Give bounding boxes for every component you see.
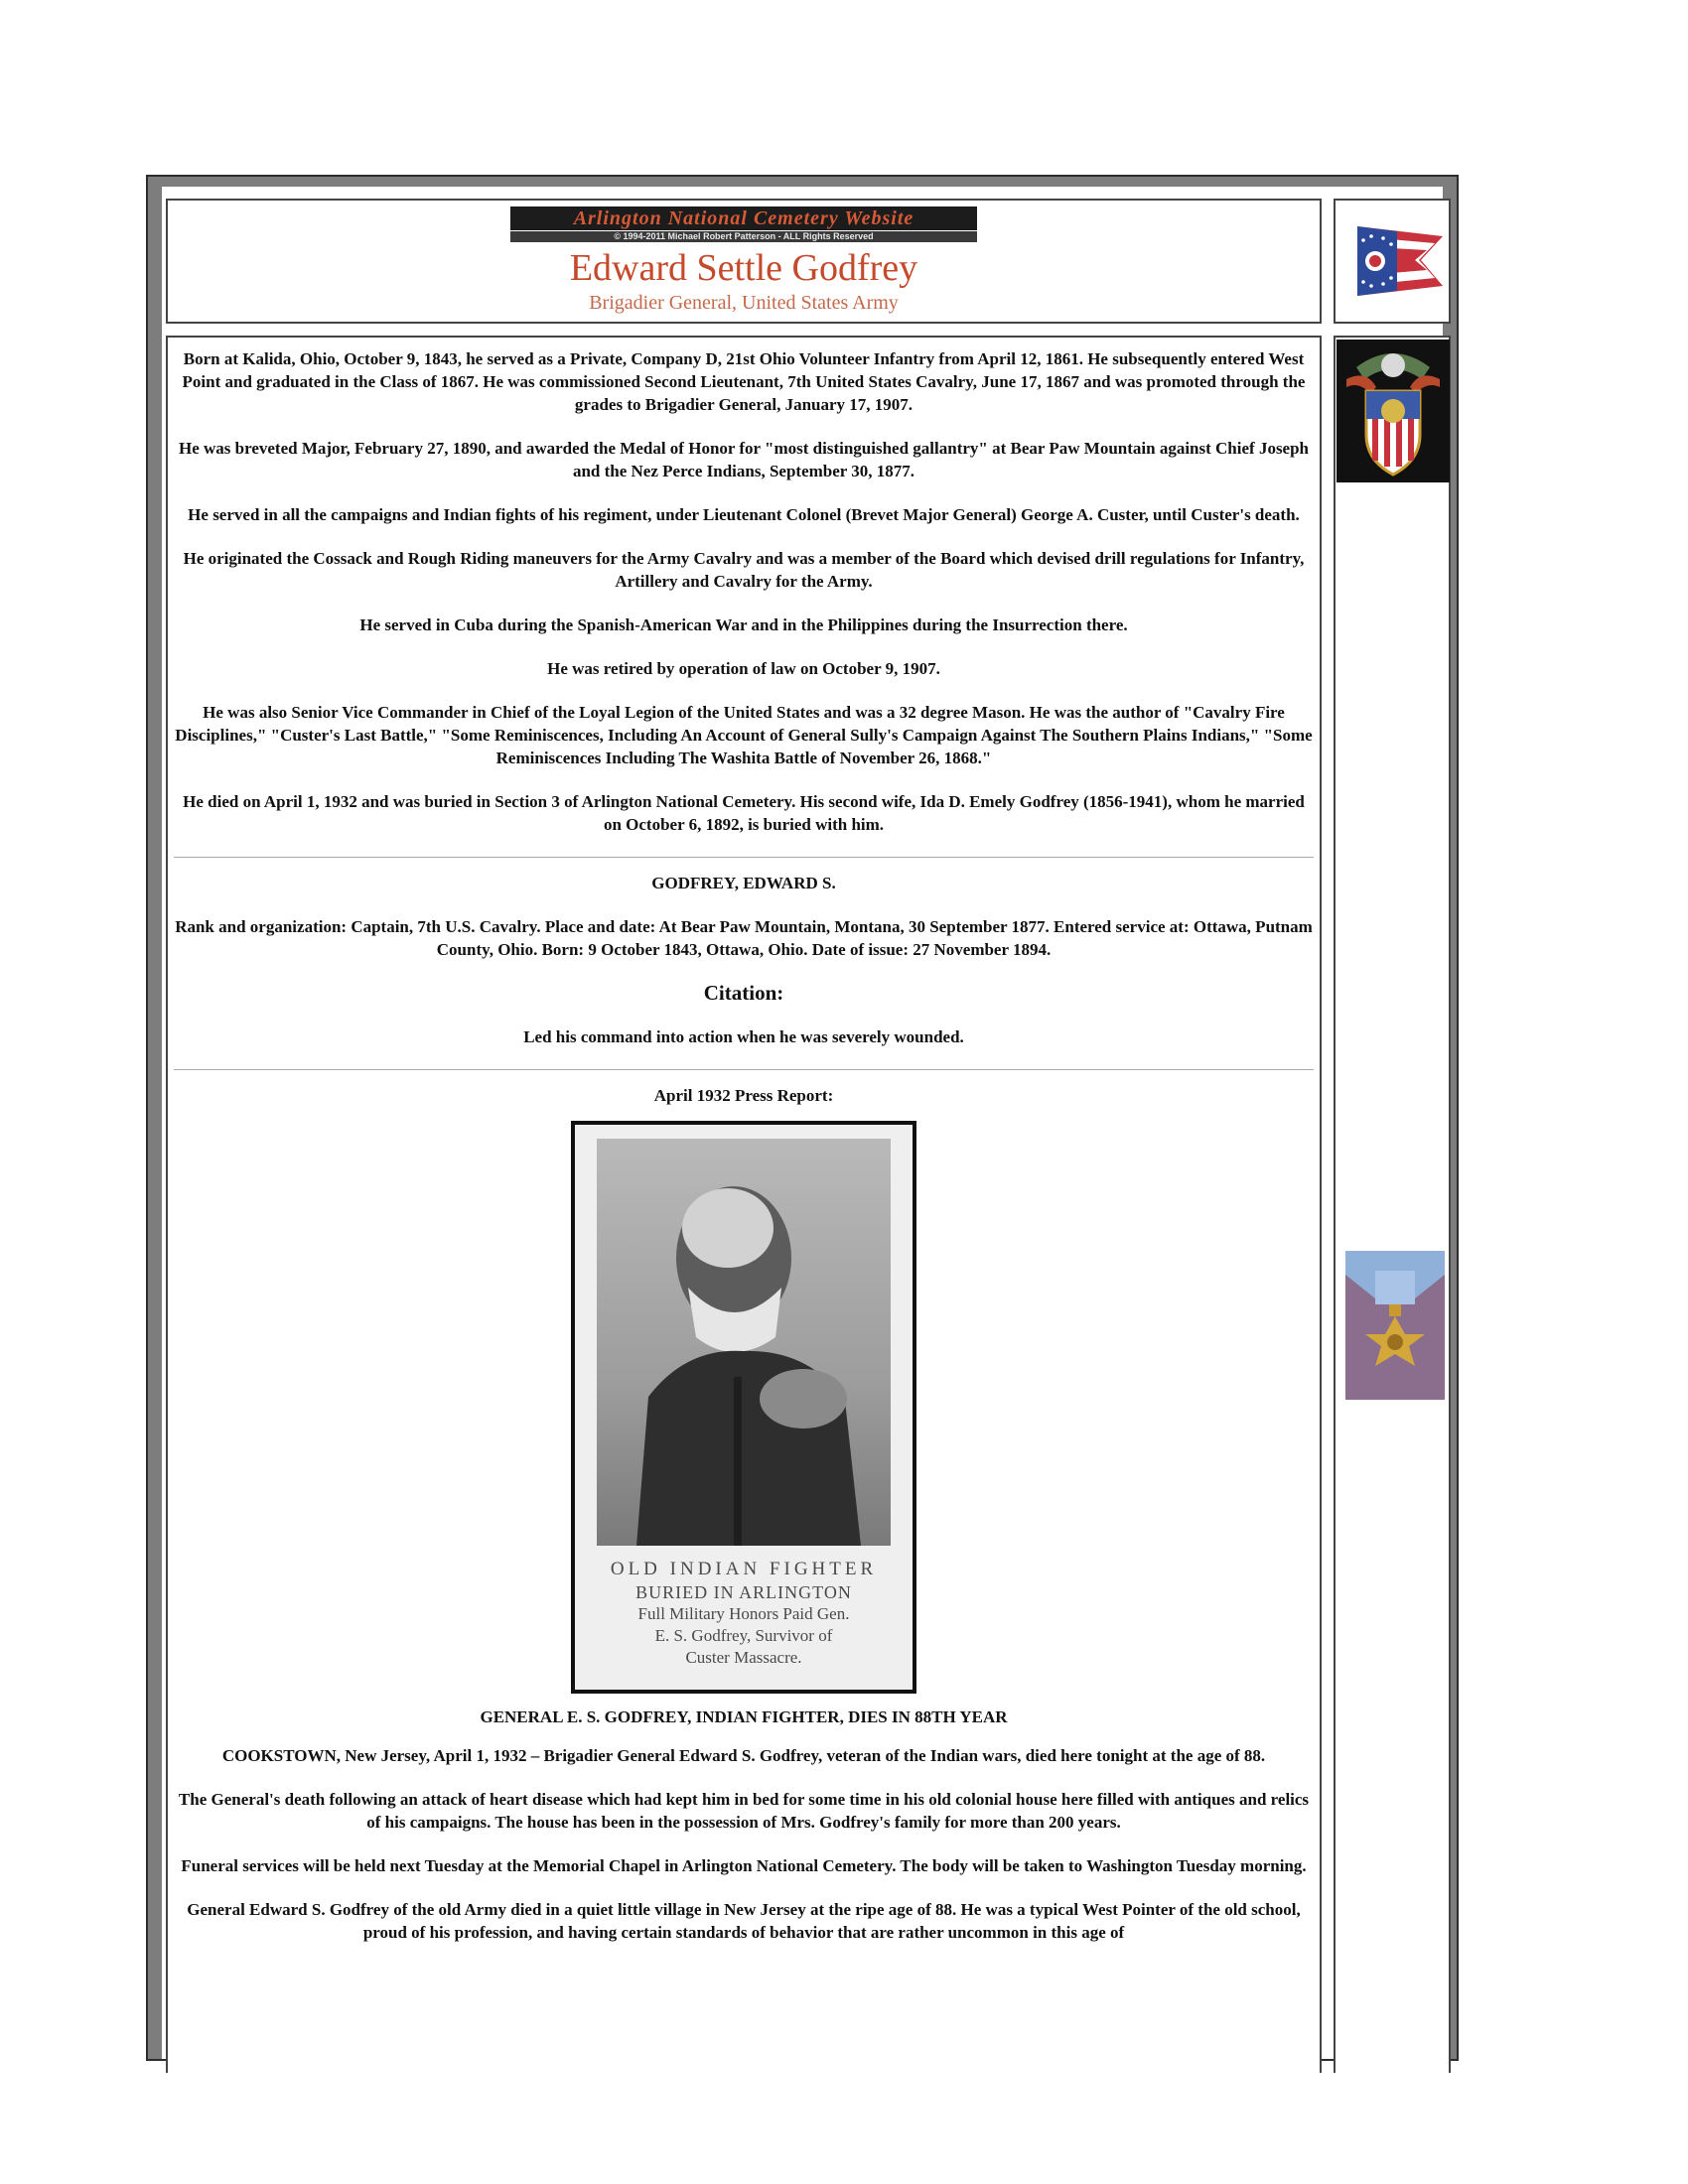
photo-caption-line: Full Military Honors Paid Gen. [637, 1604, 850, 1623]
page-frame-inner [162, 187, 1443, 2059]
page-subtitle: Brigadier General, United States Army [589, 292, 899, 314]
citation-text: Led his command into action when he was severely wounded. [523, 1027, 964, 1046]
divider [174, 857, 1314, 858]
ohio-flag-icon [1336, 201, 1449, 322]
bio-paragraph: He was also Senior Vice Commander in Chief of the Loyal Legion of the United States and was a 32 degree Mason. He was the author of "Cavalry Fire Disciplines," "Custer's Last Battle," "Some Reminiscences, Including An Account of General Sully's Campaign Against The Southern Plains Indians," "Some Reminiscences Including The Washita Battle of November 26, 1868." [175, 703, 1313, 767]
press-photo [571, 1121, 916, 1694]
press-heading: April 1932 Press Report: [653, 1086, 834, 1105]
photo-caption-line: E. S. Godfrey, Survivor of [654, 1626, 833, 1645]
site-banner[interactable]: Arlington National Cemetery Website [510, 206, 977, 230]
bio-paragraph: Born at Kalida, Ohio, October 9, 1843, he served as a Private, Company D, 21st Ohio Volunteer Infantry from April 12, 1861. He subsequently entered West Point and graduated in the Class of 1867. He was commissioned Second Lieutenant, 7th United States Cavalry, June 17, 1867 and was promoted through the grades to Brigadier General, January 17, 1907. [182, 349, 1306, 414]
page-title: Edward Settle Godfrey [569, 247, 918, 289]
medal-details: Rank and organization: Captain, 7th U.S. Cavalry. Place and date: At Bear Paw Mountain, Montana, 30 September 1877. Entered service at: Ottawa, Putnam County, Ohio. Born: 9 October 1843, Ottawa, Ohio. Date of issue: 27 November 1894. [175, 917, 1313, 959]
main-content [166, 336, 1322, 2073]
west-point-crest-icon [1336, 340, 1450, 482]
divider [174, 1069, 1314, 1070]
citation-heading: Citation: [703, 981, 784, 1005]
copyright-notice: © 1994-2011 Michael Robert Patterson - ALL Rights Reserved [510, 231, 977, 242]
portrait-photo [597, 1139, 891, 1546]
header-box [166, 199, 1322, 324]
bio-paragraph: He was breveted Major, February 27, 1890, and awarded the Medal of Honor for "most distinguished gallantry" at Bear Paw Mountain against Chief Joseph and the Nez Perce Indians, September 30, 1877. [178, 439, 1310, 480]
bio-paragraph: He originated the Cossack and Rough Riding maneuvers for the Army Cavalry and was a member of the Board which devised drill regulations for Infantry, Artillery and Cavalry for the Army. [183, 549, 1305, 591]
side-column [1334, 336, 1451, 2073]
bio-paragraph: He was retired by operation of law on October 9, 1907. [547, 659, 940, 678]
press-headline: GENERAL E. S. GODFREY, INDIAN FIGHTER, DIES IN 88TH YEAR [480, 1707, 1008, 1726]
bio-paragraph: He died on April 1, 1932 and was buried in Section 3 of Arlington National Cemetery. His second wife, Ida D. Emely Godfrey (1856-1941), whom he married on October 6, 1892, is buried with him. [183, 792, 1305, 834]
medal-of-honor-icon [1345, 1251, 1445, 1400]
press-paragraph: COOKSTOWN, New Jersey, April 1, 1932 – Brigadier General Edward S. Godfrey, veteran of the Indian wars, died here tonight at the age of 88. [221, 1746, 1266, 1765]
photo-caption-subhead: BURIED IN ARLINGTON [635, 1582, 852, 1602]
press-paragraph: The General's death following an attack of heart disease which had kept him in bed for some time in his old colonial house here filled with antiques and relics of his campaigns. The house has been in the possession of Mrs. Godfrey's family for more than 200 years. [178, 1790, 1310, 1832]
press-paragraph: General Edward S. Godfrey of the old Army died in a quiet little village in New Jersey at the ripe age of 88. He was a typical West Pointer of the old school, proud of his profession, and having certain standards of behavior that are rather uncommon in this age of [187, 1900, 1301, 1942]
bio-paragraph: He served in Cuba during the Spanish-American War and in the Philippines during the Insurrection there. [359, 615, 1128, 634]
photo-caption-headline: OLD INDIAN FIGHTER [610, 1559, 878, 1579]
page-frame [146, 175, 1459, 2061]
photo-caption-line: Custer Massacre. [685, 1648, 802, 1667]
medal-recipient-name: GODFREY, EDWARD S. [651, 874, 836, 892]
press-paragraph: Funeral services will be held next Tuesday at the Memorial Chapel in Arlington National Cemetery. The body will be taken to Washington Tuesday morning. [181, 1856, 1307, 1875]
bio-paragraph: He served in all the campaigns and Indian fights of his regiment, under Lieutenant Colonel (Brevet Major General) George A. Custer, until Custer's death. [188, 505, 1300, 524]
portrait-silhouette [597, 1139, 891, 1546]
flag-box [1334, 199, 1451, 324]
